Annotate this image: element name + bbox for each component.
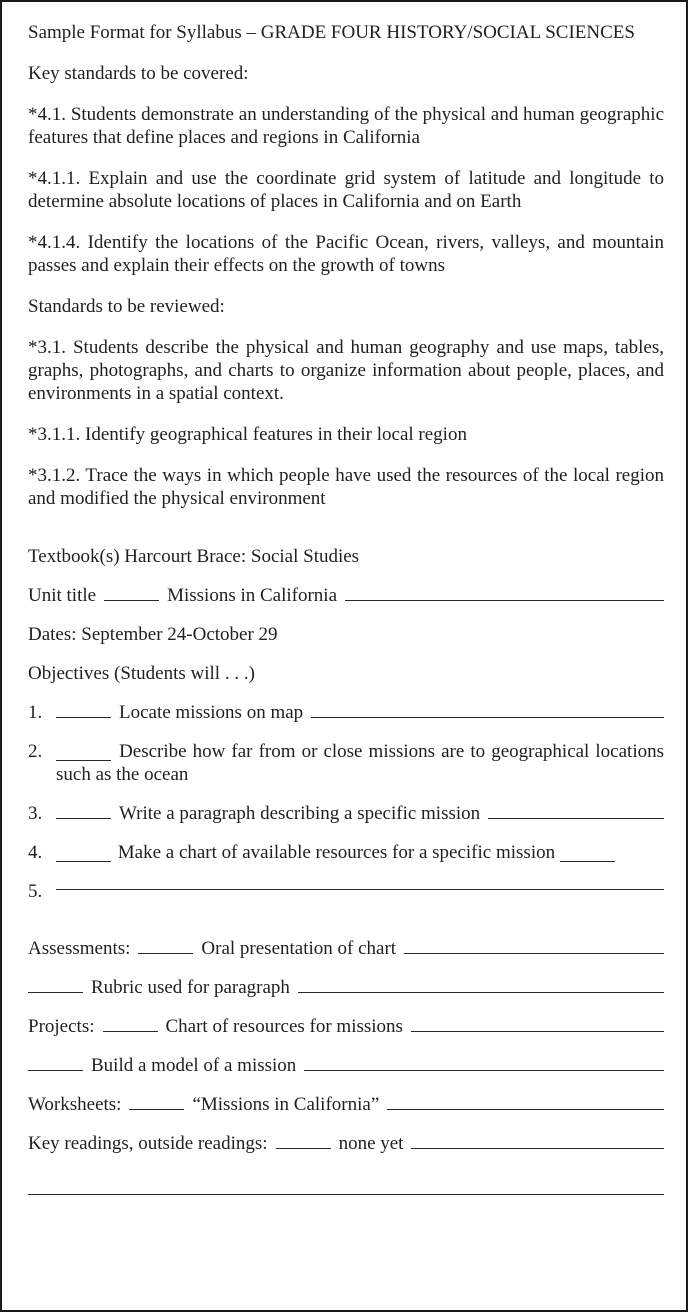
unit-title-trailing-blank	[345, 591, 664, 601]
review-standards-heading: Standards to be reviewed:	[28, 296, 225, 317]
fill-in-blank	[56, 852, 111, 862]
full-width-blank	[28, 1185, 664, 1195]
project-label: Projects:	[28, 1016, 95, 1037]
worksheets-row	[28, 1093, 664, 1116]
worksheets-label: Worksheets:	[28, 1094, 122, 1115]
project-row-model	[28, 1054, 664, 1077]
unit-title-value: Missions in California	[167, 585, 338, 606]
project-text: Chart of resources for missions	[165, 1016, 403, 1037]
trailing-blank	[411, 1139, 664, 1149]
objectives-heading: Objectives (Students will . . .)	[28, 663, 255, 684]
trailing-blank	[311, 708, 664, 718]
objective-text: Locate missions on map	[119, 702, 304, 723]
trailing-blank	[298, 983, 664, 993]
standard-3-1: *3.1. Students describe the physical and human geography and use maps, tables, graphs, photographs, and charts to organize information about people, places, and environments in a spatial context.	[28, 337, 664, 404]
fill-in-blank	[28, 983, 83, 993]
objective-number: 2.	[28, 741, 43, 762]
unit-title-label: Unit title	[28, 585, 97, 606]
objective-body	[56, 701, 664, 724]
objective-item-3	[28, 802, 664, 825]
fill-in-blank	[56, 809, 111, 819]
fill-in-blank	[560, 852, 615, 862]
fill-in-blank	[276, 1139, 331, 1149]
trailing-blank	[304, 1061, 664, 1071]
trailing-blank	[387, 1100, 664, 1110]
objective-number: 1.	[28, 702, 43, 723]
project-row-chart	[28, 1015, 664, 1038]
objective-number: 3.	[28, 803, 43, 824]
assessment-label: Assessments:	[28, 938, 131, 959]
fill-in-blank	[138, 944, 193, 954]
objective-body	[56, 841, 664, 864]
objective-item-1	[28, 701, 664, 724]
standard-3-1-1: *3.1.1. Identify geographical features in their local region	[28, 424, 467, 445]
assessment-text: Oral presentation of chart	[201, 938, 397, 959]
key-readings-row	[28, 1132, 664, 1155]
assessment-row-rubric	[28, 976, 664, 999]
standard-3-1-2: *3.1.2. Trace the ways in which people have used the resources of the local region and modified the physical environment	[28, 465, 664, 509]
fill-in-blank	[56, 708, 111, 718]
objective-item-4	[28, 841, 664, 864]
objective-body	[56, 740, 664, 786]
trailing-blank	[404, 944, 664, 954]
objective-item-5	[28, 880, 664, 903]
objective-item-2	[28, 740, 664, 786]
standard-4-1: *4.1. Students demonstrate an understanding of the physical and human geographic features that define places and regions in California	[28, 104, 664, 148]
objective-number: 5.	[28, 881, 43, 902]
objective-body	[56, 802, 664, 825]
standard-4-1-1: *4.1.1. Explain and use the coordinate grid system of latitude and longitude to determine absolute locations of places in California and on Earth	[28, 168, 664, 212]
project-text: Build a model of a mission	[91, 1055, 297, 1076]
trailing-blank	[411, 1022, 664, 1032]
objective-body	[56, 880, 664, 903]
assessment-text: Rubric used for paragraph	[91, 977, 290, 998]
objective-number: 4.	[28, 842, 43, 863]
trailing-blank	[488, 809, 664, 819]
standard-4-1-4: *4.1.4. Identify the locations of the Pacific Ocean, rivers, valleys, and mountain passes and explain their effects on the growth of towns	[28, 232, 664, 276]
assessment-row-oral	[28, 937, 664, 960]
unit-title-blank	[104, 591, 159, 601]
textbook-line: Textbook(s) Harcourt Brace: Social Studies	[28, 546, 360, 567]
document-title: Sample Format for Syllabus – GRADE FOUR HISTORY/SOCIAL SCIENCES	[28, 22, 635, 43]
fill-in-blank	[129, 1100, 184, 1110]
bottom-blank-line	[28, 1185, 664, 1191]
fill-in-blank	[28, 1061, 83, 1071]
dates-line: Dates: September 24-October 29	[28, 624, 278, 645]
fill-in-blank	[56, 751, 111, 761]
key-readings-label: Key readings, outside readings:	[28, 1133, 268, 1154]
objective-text: Make a chart of available resources for a specific mission	[117, 842, 556, 863]
key-standards-heading: Key standards to be covered:	[28, 63, 249, 84]
worksheets-text: “Missions in California”	[192, 1094, 380, 1115]
trailing-blank	[56, 880, 664, 890]
objective-text: Describe how far from or close missions are to geographical locations such as the ocean	[56, 741, 664, 785]
fill-in-blank	[103, 1022, 158, 1032]
key-readings-text: none yet	[338, 1133, 404, 1154]
unit-title-line	[28, 584, 664, 607]
objective-text: Write a paragraph describing a specific mission	[119, 803, 481, 824]
